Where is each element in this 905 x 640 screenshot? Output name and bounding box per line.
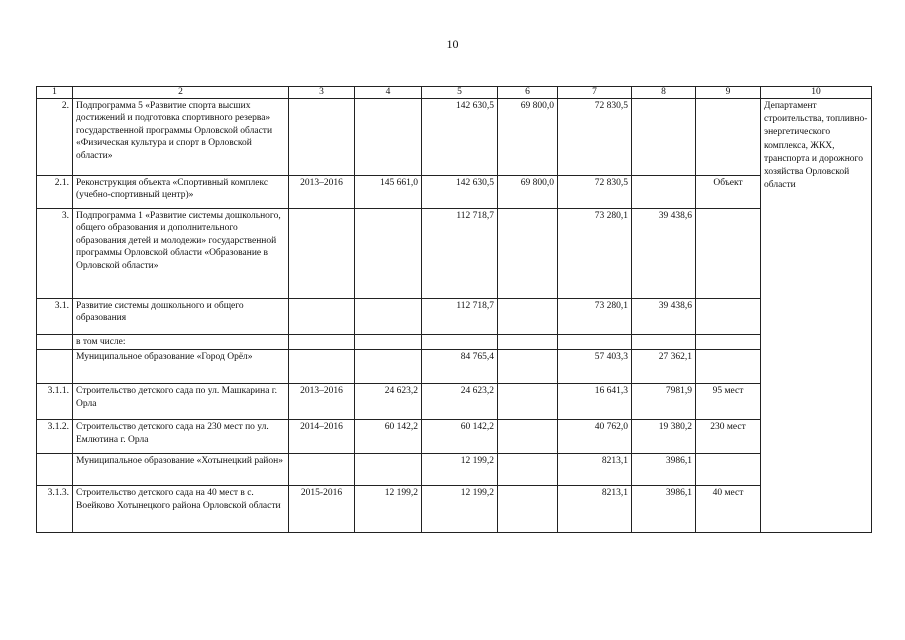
department-cell: Департамент строительства, топливно-энергетического комплекса, ЖКХ, транспорта и дорожного хозяйства Орловской области xyxy=(761,99,872,533)
table-row xyxy=(37,350,872,384)
row-federal xyxy=(498,350,558,384)
row-regional xyxy=(558,335,632,350)
row-period xyxy=(289,299,355,335)
col-header: 8 xyxy=(632,87,696,99)
row-description: Подпрограмма 5 «Развитие спорта высших достижений и подготовка спортивного резерва» государственной программы Орловской области «Физическая культура и спорт в Орловской области» xyxy=(73,99,289,176)
row-local: 7981,9 xyxy=(632,384,696,420)
row-federal: 69 800,0 xyxy=(498,176,558,209)
row-description: Реконструкция объекта «Спортивный комплекс (учебно-спортивный центр)» xyxy=(73,176,289,209)
row-period: 2015-2016 xyxy=(289,486,355,533)
row-description: Строительство детского сада на 230 мест по ул. Емлютина г. Орла xyxy=(73,420,289,454)
row-regional: 8213,1 xyxy=(558,486,632,533)
row-total: 112 718,7 xyxy=(422,299,498,335)
row-period xyxy=(289,209,355,299)
table-row xyxy=(37,454,872,486)
row-local: 39 438,6 xyxy=(632,209,696,299)
row-number: 3. xyxy=(37,209,73,299)
row-federal xyxy=(498,335,558,350)
col-header: 5 xyxy=(422,87,498,99)
table-row xyxy=(37,209,872,299)
row-cost xyxy=(355,209,422,299)
row-cost: 60 142,2 xyxy=(355,420,422,454)
col-header: 6 xyxy=(498,87,558,99)
table-row xyxy=(37,486,872,533)
row-capacity: 230 мест xyxy=(696,420,761,454)
row-local xyxy=(632,176,696,209)
table-row xyxy=(37,384,872,420)
row-number xyxy=(37,335,73,350)
row-capacity xyxy=(696,99,761,176)
row-number: 3.1.1. xyxy=(37,384,73,420)
row-description: в том числе: xyxy=(73,335,289,350)
row-regional: 8213,1 xyxy=(558,454,632,486)
row-number: 2. xyxy=(37,99,73,176)
row-number: 3.1.2. xyxy=(37,420,73,454)
row-cost xyxy=(355,335,422,350)
row-total: 60 142,2 xyxy=(422,420,498,454)
row-cost: 145 661,0 xyxy=(355,176,422,209)
header-row xyxy=(37,87,872,99)
row-regional: 73 280,1 xyxy=(558,299,632,335)
row-period xyxy=(289,99,355,176)
row-federal xyxy=(498,454,558,486)
col-header: 9 xyxy=(696,87,761,99)
row-regional: 72 830,5 xyxy=(558,99,632,176)
row-regional: 72 830,5 xyxy=(558,176,632,209)
row-description: Развитие системы дошкольного и общего образования xyxy=(73,299,289,335)
row-federal xyxy=(498,486,558,533)
row-cost: 24 623,2 xyxy=(355,384,422,420)
row-local xyxy=(632,99,696,176)
row-cost xyxy=(355,350,422,384)
row-capacity: Объект xyxy=(696,176,761,209)
row-number: 3.1.3. xyxy=(37,486,73,533)
col-header: 3 xyxy=(289,87,355,99)
row-capacity xyxy=(696,454,761,486)
row-total: 24 623,2 xyxy=(422,384,498,420)
row-federal xyxy=(498,420,558,454)
row-period xyxy=(289,454,355,486)
row-description: Муниципальное образование «Хотынецкий район» xyxy=(73,454,289,486)
row-number xyxy=(37,454,73,486)
row-cost: 12 199,2 xyxy=(355,486,422,533)
row-number xyxy=(37,350,73,384)
col-header: 2 xyxy=(73,87,289,99)
row-period xyxy=(289,350,355,384)
row-local xyxy=(632,335,696,350)
row-regional: 16 641,3 xyxy=(558,384,632,420)
row-capacity xyxy=(696,209,761,299)
row-total: 142 630,5 xyxy=(422,176,498,209)
col-header: 7 xyxy=(558,87,632,99)
row-regional: 73 280,1 xyxy=(558,209,632,299)
row-period: 2013–2016 xyxy=(289,384,355,420)
row-cost xyxy=(355,454,422,486)
row-number: 3.1. xyxy=(37,299,73,335)
row-local: 27 362,1 xyxy=(632,350,696,384)
row-total: 12 199,2 xyxy=(422,454,498,486)
row-local: 19 380,2 xyxy=(632,420,696,454)
table-row xyxy=(37,99,872,176)
row-description: Муниципальное образование «Город Орёл» xyxy=(73,350,289,384)
row-capacity: 95 мест xyxy=(696,384,761,420)
row-regional: 40 762,0 xyxy=(558,420,632,454)
row-total: 112 718,7 xyxy=(422,209,498,299)
row-federal xyxy=(498,384,558,420)
table-row xyxy=(37,299,872,335)
col-header: 1 xyxy=(37,87,73,99)
row-cost xyxy=(355,299,422,335)
row-local: 3986,1 xyxy=(632,486,696,533)
row-regional: 57 403,3 xyxy=(558,350,632,384)
row-total: 84 765,4 xyxy=(422,350,498,384)
row-local: 3986,1 xyxy=(632,454,696,486)
col-header: 10 xyxy=(761,87,872,99)
row-local: 39 438,6 xyxy=(632,299,696,335)
row-period xyxy=(289,335,355,350)
row-federal: 69 800,0 xyxy=(498,99,558,176)
table-row xyxy=(37,420,872,454)
row-number: 2.1. xyxy=(37,176,73,209)
row-capacity xyxy=(696,350,761,384)
row-period: 2013–2016 xyxy=(289,176,355,209)
row-total xyxy=(422,335,498,350)
row-capacity xyxy=(696,335,761,350)
table-row xyxy=(37,335,872,350)
row-capacity xyxy=(696,299,761,335)
row-federal xyxy=(498,209,558,299)
row-cost xyxy=(355,99,422,176)
row-period: 2014–2016 xyxy=(289,420,355,454)
row-description: Строительство детского сада по ул. Машкарина г. Орла xyxy=(73,384,289,420)
row-description: Подпрограмма 1 «Развитие системы дошкольного, общего образования и дополнительного образования детей и молодежи» государственной программы Орловской области «Образование в Орловской области» xyxy=(73,209,289,299)
row-federal xyxy=(498,299,558,335)
table-row xyxy=(37,176,872,209)
row-description: Строительство детского сада на 40 мест в с. Воейково Хотынецкого района Орловской области xyxy=(73,486,289,533)
row-total: 142 630,5 xyxy=(422,99,498,176)
row-total: 12 199,2 xyxy=(422,486,498,533)
program-table xyxy=(36,86,872,533)
page-number: 10 xyxy=(446,37,459,51)
col-header: 4 xyxy=(355,87,422,99)
row-capacity: 40 мест xyxy=(696,486,761,533)
